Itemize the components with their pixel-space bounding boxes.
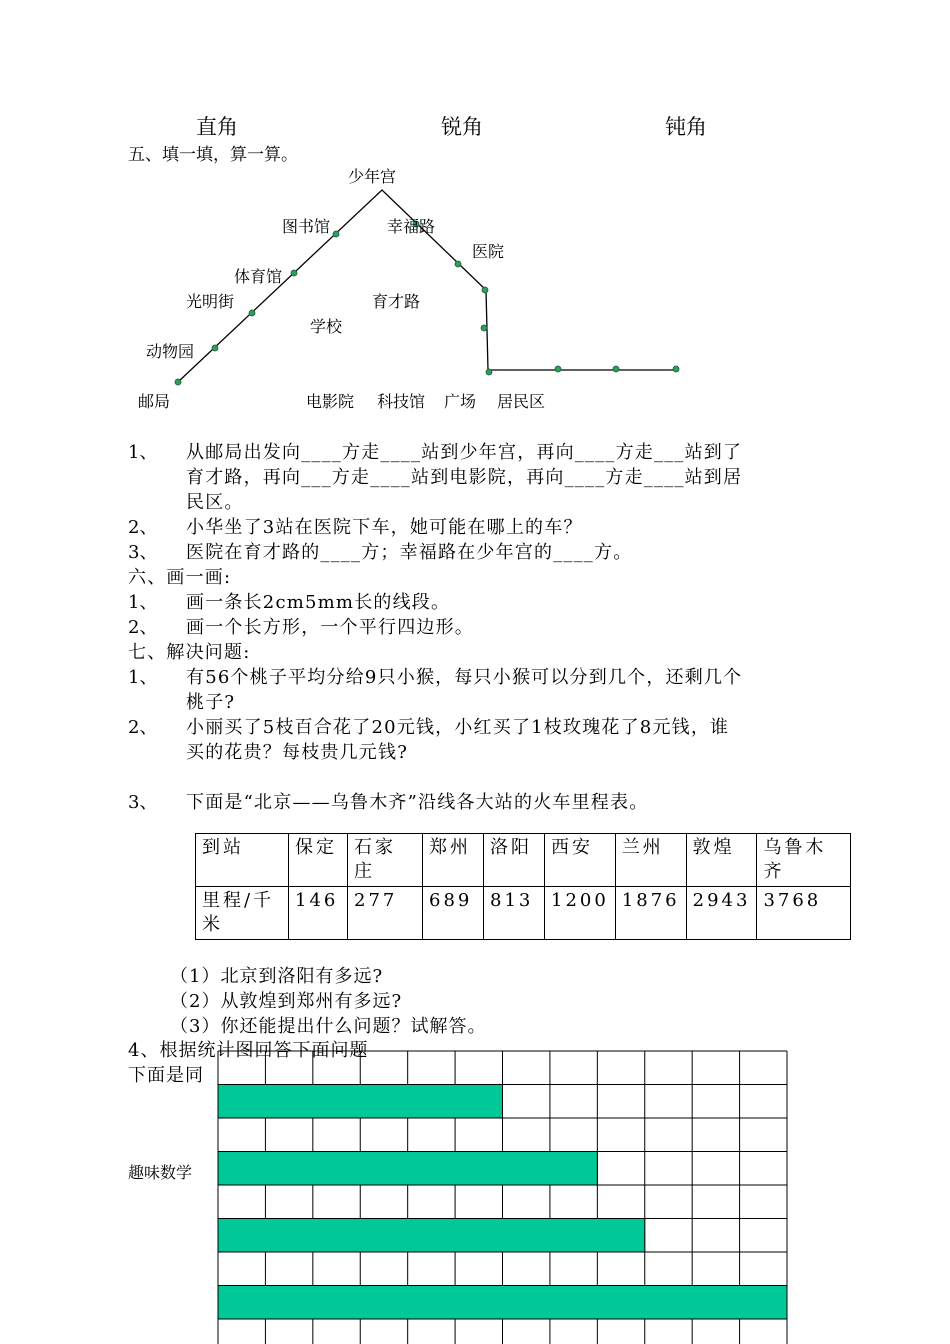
table-cell: 兰州	[615, 834, 686, 887]
table-cell: 3768	[757, 887, 851, 940]
s6-q1-num: 1、	[128, 592, 158, 613]
table-cell: 到站	[196, 834, 289, 887]
angle-right: 直角	[196, 115, 238, 139]
label-cinema: 电影院	[306, 392, 355, 411]
s7-q2-line1: 小丽买了5枝百合花了20元钱，小红买了1枝玫瑰花了8元钱，谁	[186, 717, 730, 738]
s5-q2-text: 小华坐了3站在医院下车，她可能在哪上的车？	[186, 517, 583, 538]
chart-bar	[218, 1286, 787, 1320]
table-cell: 西安	[545, 834, 616, 887]
s5-q2-num: 2、	[128, 517, 158, 538]
s7-q1-num: 1、	[128, 667, 158, 688]
angle-acute: 锐角	[441, 115, 483, 139]
chart-bar	[218, 1219, 645, 1253]
s7-q3-num: 3、	[128, 792, 158, 813]
s7-q3-text: 下面是“北京——乌鲁木齐”沿线各大站的火车里程表。	[186, 792, 649, 813]
s5-q1-line2: 育才路，再向___方走____站到电影院，再向____方走____站到居	[186, 467, 743, 488]
s5-q3-num: 3、	[128, 542, 158, 563]
label-square: 广场	[444, 392, 477, 411]
table-cell: 乌鲁木齐	[757, 834, 851, 887]
table-cell: 1200	[545, 887, 616, 940]
s6-q2-num: 2、	[128, 617, 158, 638]
s5-q3-text: 医院在育才路的____方；幸福路在少年宫的____方。	[186, 542, 633, 563]
section5-title: 五、填一填，算一算。	[128, 145, 298, 165]
chart-bar	[218, 1152, 597, 1186]
s7-q2-num: 2、	[128, 717, 158, 738]
s5-q1-line1: 从邮局出发向____方走____站到少年宫，再向____方走___站到了	[186, 442, 743, 463]
label-gym: 体育馆	[234, 267, 283, 286]
chart-intro-text: 下面是同	[128, 1065, 204, 1086]
label-science-museum: 科技馆	[377, 392, 426, 411]
s6-q1-text: 画一条长2cm5mm长的线段。	[186, 592, 451, 613]
table-cell: 689	[423, 887, 484, 940]
section6-title: 六、画一画:	[128, 567, 232, 588]
s7-q1-line1: 有56个桃子平均分给9只小猴，每只小猴可以分到几个，还剩几个	[186, 667, 743, 688]
sub-question-3: （3）你还能提出什么问题？试解答。	[170, 1016, 487, 1037]
table-cell: 813	[484, 887, 545, 940]
table-cell: 敦煌	[686, 834, 757, 887]
table-cell: 1876	[615, 887, 686, 940]
table-cell: 郑州	[423, 834, 484, 887]
s7-q1-line2: 桃子?	[186, 692, 236, 713]
s7-q2-line2: 买的花贵？每枝贵几元钱?	[186, 742, 409, 763]
label-school: 学校	[310, 317, 343, 336]
label-zoo: 动物园	[146, 342, 195, 361]
label-hospital: 医院	[472, 242, 505, 261]
angle-obtuse: 钝角	[665, 115, 707, 139]
s6-q2-text: 画一个长方形，一个平行四边形。	[186, 617, 474, 638]
table-cell: 里程/千米	[196, 887, 289, 940]
table-cell: 保定	[289, 834, 348, 887]
label-yucai-road: 育才路	[372, 292, 421, 311]
sub-question-1: （1）北京到洛阳有多远?	[170, 966, 384, 987]
label-youth-palace: 少年宫	[348, 167, 397, 186]
chart-question-title: 4、根据统计图回答下面问题	[128, 1040, 369, 1061]
label-post-office: 邮局	[138, 392, 171, 411]
label-residential: 居民区	[497, 392, 546, 411]
table-cell: 石家庄	[348, 834, 423, 887]
chart-bar	[218, 1085, 503, 1119]
sub-question-2: （2）从敦煌到郑州有多远?	[170, 991, 403, 1012]
label-library: 图书馆	[282, 217, 331, 236]
chart-category-label: 趣味数学	[128, 1163, 193, 1182]
label-guangming-street: 光明街	[186, 292, 235, 311]
table-cell: 277	[348, 887, 423, 940]
s5-q1-line3: 民区。	[186, 492, 244, 513]
table-cell: 洛阳	[484, 834, 545, 887]
label-xingfu-road: 幸福路	[387, 217, 436, 236]
s5-q1-num: 1、	[128, 442, 158, 463]
section7-title: 七、解决问题:	[128, 642, 251, 663]
table-cell: 146	[289, 887, 348, 940]
table-cell: 2943	[686, 887, 757, 940]
